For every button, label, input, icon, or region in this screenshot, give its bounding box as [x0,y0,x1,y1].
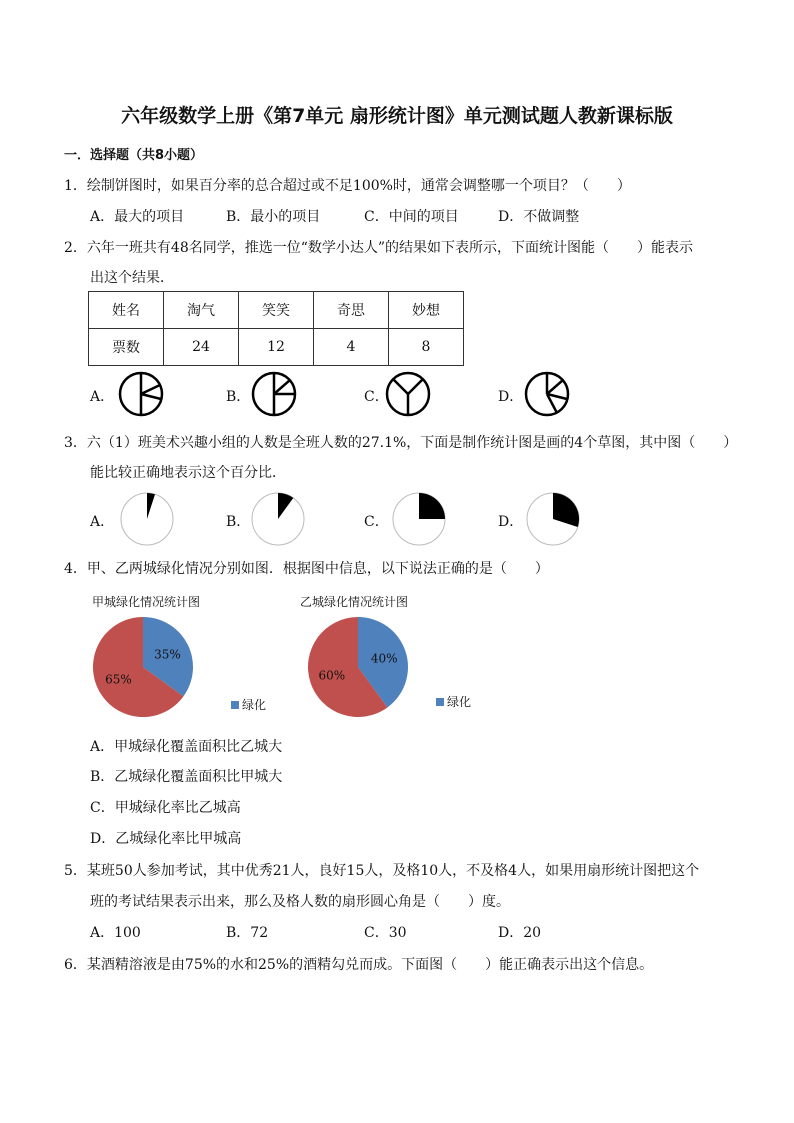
q2-option-c[interactable]: C． [364,389,389,405]
q2-option-a[interactable]: A． [90,389,115,405]
page-title: 六年级数学上册《第7单元 扇形统计图》单元测试题人教新课标版 [121,105,673,127]
pie-data-label: 60% [318,668,346,683]
q3-pie-a [119,491,175,547]
q4-option-d[interactable]: D．乙城绿化率比甲城高 [90,831,242,847]
q3-pie-b [250,491,306,547]
q2-option-b[interactable]: B． [226,389,251,405]
chart-b-pie [307,616,409,718]
q3-option-d[interactable]: D． [498,514,524,530]
q3-pie-c [391,491,447,547]
q3-option-c[interactable]: C． [364,514,389,530]
q2-option-d[interactable]: D． [498,389,524,405]
q1-option-a[interactable]: A．最大的项目 [90,209,185,225]
table-row [89,329,464,366]
q5-option-a[interactable]: A．100 [90,925,141,941]
table-cell: 淘气 [164,292,239,329]
table-cell: 笑笑 [239,292,314,329]
chart-a-legend-label: 绿化 [242,698,267,712]
votes-table [88,291,464,366]
table-cell: 24 [164,329,239,366]
table-cell: 票数 [89,329,164,366]
question-4: 4．甲、乙两城绿化情况分别如图．根据图中信息，以下说法正确的是（ ） [64,561,549,577]
q1-option-b[interactable]: B．最小的项目 [226,209,321,225]
question-5-line-2: 班的考试结果表示出来，那么及格人数的扇形圆心角是（ ）度。 [90,894,510,910]
chart-b-legend-label: 绿化 [447,695,472,709]
table-cell: 8 [389,329,464,366]
question-2-line-2: 出这个结果． [90,270,174,286]
q5-option-d[interactable]: D．20 [498,925,542,941]
pie-data-label: 35% [154,647,181,662]
question-3-line-1: 3．六（1）班美术兴趣小组的人数是全班人数的27.1%，下面是制作统计图是画的4个草图，其中图（ ） [64,435,738,451]
table-cell: 12 [239,329,314,366]
q2-pie-b [251,371,297,417]
chart-a-title: 甲城绿化情况统计图 [92,595,201,609]
q3-pie-d [525,491,581,547]
question-3-line-2: 能比较正确地表示这个百分比． [90,465,286,481]
chart-a-legend-swatch [231,701,239,709]
q2-pie-a [118,371,164,417]
chart-b-legend-swatch [436,698,444,706]
q5-option-b[interactable]: B．72 [226,925,269,941]
table-cell: 4 [314,329,389,366]
chart-a-pie [92,616,194,718]
q2-pie-d [524,371,570,417]
table-cell: 奇思 [314,292,389,329]
section-heading: 一．选择题（共8小题） [64,148,204,163]
q4-option-b[interactable]: B．乙城绿化覆盖面积比甲城大 [90,769,283,785]
question-6: 6．某酒精溶液是由75%的水和25%的酒精勾兑而成。下面图（ ）能正确表示出这个信息。 [64,957,654,973]
q3-option-a[interactable]: A． [90,514,115,530]
table-cell: 妙想 [389,292,464,329]
pie-data-label: 65% [105,672,132,687]
pie-data-label: 40% [370,651,398,666]
q4-option-a[interactable]: A．甲城绿化覆盖面积比乙城大 [90,739,283,755]
q3-option-b[interactable]: B． [226,514,251,530]
q5-option-c[interactable]: C．30 [364,925,407,941]
question-1: 1．绘制饼图时，如果百分率的总合超过或不足100%时，通常会调整哪一个项目？（ ） [64,178,631,194]
table-row [89,292,464,329]
question-2-line-1: 2．六年一班共有48名同学，推选一位“数学小达人”的结果如下表所示，下面统计图能（ ）能表示 [64,240,694,256]
q1-option-c[interactable]: C．中间的项目 [364,209,459,225]
q1-option-d[interactable]: D．不做调整 [498,209,580,225]
q4-option-c[interactable]: C．甲城绿化率比乙城高 [90,800,241,816]
chart-b-title: 乙城绿化情况统计图 [300,595,409,609]
pie-slice [419,493,445,519]
table-cell: 姓名 [89,292,164,329]
q2-pie-c [385,371,431,417]
question-5-line-1: 5．某班50人参加考试，其中优秀21人，良好15人，及格10人，不及格4人，如果用扇形统计图把这个 [64,863,700,879]
